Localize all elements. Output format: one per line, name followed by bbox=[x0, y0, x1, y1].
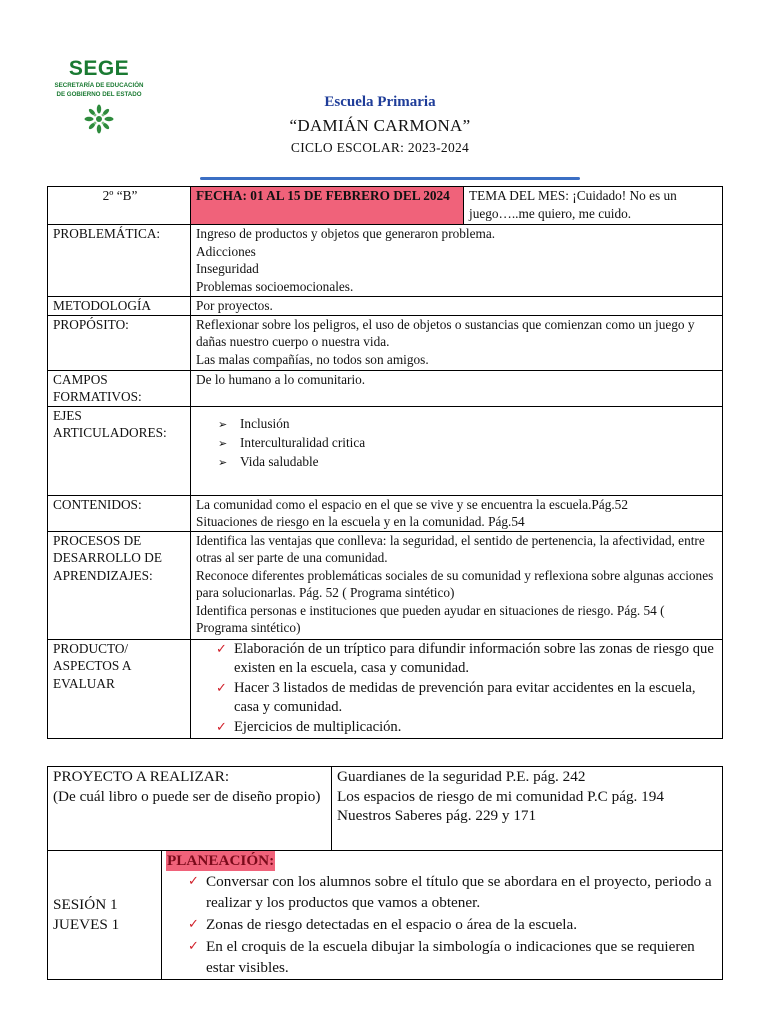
ejes-label-2: ARTICULADORES: bbox=[53, 425, 167, 440]
checkmark-icon: ✓ bbox=[216, 680, 227, 696]
project-books bbox=[332, 767, 723, 851]
procesos-line: Reconoce diferentes problemáticas sociales de su comunidad y reflexiona sobre algunas acciones para solucionarlas. Pág. 52 ( Programa sintético) bbox=[196, 567, 714, 600]
proposito-label: PROPÓSITO: bbox=[48, 315, 191, 370]
grade: 2º “B” bbox=[102, 188, 138, 203]
planning-title: PLANEACIÓN: bbox=[167, 852, 275, 869]
problematica-line: Adicciones bbox=[196, 243, 256, 259]
ejes-label bbox=[48, 406, 191, 495]
list-item bbox=[216, 640, 719, 678]
problematica-line: Inseguridad bbox=[196, 261, 259, 276]
project-label bbox=[48, 767, 332, 851]
producto-label-2: ASPECTOS A bbox=[53, 658, 132, 673]
sege-logo bbox=[44, 58, 154, 134]
book-line: Nuestros Saberes pág. 229 y 171 bbox=[337, 807, 537, 824]
procesos-line: Identifica personas e instituciones que pueden ayudar en situaciones de riesgo. Pág. 54 ( Programa sintético) bbox=[196, 602, 665, 635]
contenidos-label: CONTENIDOS: bbox=[48, 495, 191, 531]
ejes-value bbox=[191, 406, 723, 495]
school-name: “DAMIÁN CARMONA” bbox=[289, 116, 471, 135]
eje-text: Vida saludable bbox=[240, 453, 319, 469]
arrow-bullet-icon: ➢ bbox=[218, 455, 228, 469]
problematica-line: Ingreso de productos y objetos que generaron problema. bbox=[196, 226, 496, 241]
procesos-label-3: APRENDIZAJES: bbox=[53, 567, 153, 583]
project-label-1: PROYECTO A REALIZAR: bbox=[53, 768, 230, 785]
activity-text: Conversar con los alumnos sobre el título que se abordara en el proyecto, periodo a realizar y los productos que vamos a obtener. bbox=[206, 872, 712, 911]
procesos-label bbox=[48, 531, 191, 639]
green-leaf-emblem-icon bbox=[83, 104, 115, 134]
date: FECHA: 01 AL 15 DE FEBRERO DEL 2024 bbox=[196, 188, 450, 203]
activity-text: En el croquis de la escuela dibujar la simbología o indicaciones que se requieren estar visibles. bbox=[206, 937, 695, 976]
checkmark-icon: ✓ bbox=[188, 873, 199, 889]
problematica-label: PROBLEMÁTICA: bbox=[48, 225, 191, 297]
contenidos-value bbox=[191, 495, 723, 531]
producto-text: Ejercicios de multiplicación. bbox=[234, 718, 402, 735]
procesos-label-1: PROCESOS DE bbox=[53, 532, 142, 548]
session-label bbox=[48, 851, 162, 980]
proposito-value bbox=[191, 315, 723, 370]
checkmark-icon: ✓ bbox=[188, 938, 199, 954]
producto-text: Hacer 3 listados de medidas de prevención para evitar accidentes en la escuela, casa y comunidad. bbox=[234, 679, 696, 715]
project-table bbox=[47, 766, 723, 980]
list-item bbox=[188, 871, 719, 913]
campos-label bbox=[48, 370, 191, 406]
contenidos-line: Situaciones de riesgo en la escuela y en la comunidad. Pág.54 bbox=[196, 514, 525, 529]
campos-value: De lo humano a lo comunitario. bbox=[191, 370, 723, 406]
logo-subtitle-2: DE GOBIERNO DEL ESTADO bbox=[56, 91, 142, 98]
producto-label-1: PRODUCTO/ bbox=[53, 640, 129, 656]
metodologia-label: METODOLOGÍA bbox=[48, 297, 191, 316]
arrow-bullet-icon: ➢ bbox=[218, 436, 228, 450]
eje-text: Inclusión bbox=[240, 415, 290, 431]
grade-cell bbox=[48, 187, 191, 225]
session-label-1: SESIÓN 1 bbox=[53, 896, 118, 914]
date-cell bbox=[191, 187, 464, 225]
proposito-line: Reflexionar sobre los peligros, el uso de objetos o sustancias que comienzan como un juego y dañas nuestro cuerpo o nuestra vida. bbox=[196, 316, 695, 349]
problematica-line: Problemas socioemocionales. bbox=[196, 278, 354, 294]
campos-label-2: FORMATIVOS: bbox=[53, 389, 142, 404]
producto-list bbox=[196, 640, 719, 737]
procesos-value bbox=[191, 531, 723, 639]
campos-label-1: CAMPOS bbox=[53, 371, 108, 387]
problematica-value bbox=[191, 225, 723, 297]
theme-cell bbox=[464, 187, 723, 225]
list-item bbox=[218, 453, 719, 472]
logo-subtitle-1: SECRETARÍA DE EDUCACIÓN bbox=[54, 82, 144, 89]
producto-label bbox=[48, 639, 191, 738]
ejes-list bbox=[218, 415, 719, 472]
header-divider bbox=[200, 177, 580, 180]
procesos-line: Identifica las ventajas que conlleva: la seguridad, el sentido de pertenencia, la afectividad, entre otras al ser parte de una comunidad. bbox=[196, 532, 705, 565]
list-item bbox=[188, 936, 719, 978]
logo-brand: SEGE bbox=[68, 57, 130, 80]
proposito-line: Las malas compañías, no todos son amigos. bbox=[196, 351, 429, 367]
checkmark-icon: ✓ bbox=[188, 916, 199, 932]
list-item bbox=[216, 679, 719, 717]
checkmark-icon: ✓ bbox=[216, 641, 227, 657]
ejes-label-1: EJES bbox=[53, 407, 82, 423]
producto-text: Elaboración de un tríptico para difundir información sobre las zonas de riesgo que existen en la escuela, casa y comunidad. bbox=[234, 640, 714, 676]
planning-table bbox=[47, 186, 723, 739]
eje-text: Interculturalidad critica bbox=[240, 434, 366, 450]
list-item bbox=[216, 718, 719, 737]
list-item bbox=[218, 434, 719, 453]
session-plan bbox=[162, 851, 723, 980]
book-line: Guardianes de la seguridad P.E. pág. 242 bbox=[337, 768, 586, 785]
procesos-label-2: DESARROLLO DE bbox=[53, 550, 162, 565]
school-type: Escuela Primaria bbox=[324, 94, 436, 110]
producto-label-3: EVALUAR bbox=[53, 675, 115, 691]
project-label-2: (De cuál libro o puede ser de diseño propio) bbox=[53, 787, 321, 805]
checkmark-icon: ✓ bbox=[216, 719, 227, 735]
activities-list bbox=[166, 871, 719, 978]
arrow-bullet-icon: ➢ bbox=[218, 417, 228, 431]
metodologia-value: Por proyectos. bbox=[191, 297, 723, 316]
book-line: Los espacios de riesgo de mi comunidad P.C pág. 194 bbox=[337, 787, 664, 805]
producto-value bbox=[191, 639, 723, 738]
list-item bbox=[188, 914, 719, 935]
list-item bbox=[218, 415, 719, 434]
contenidos-line: La comunidad como el espacio en el que se vive y se encuentra la escuela.Pág.52 bbox=[196, 496, 628, 512]
school-cycle: CICLO ESCOLAR: 2023-2024 bbox=[290, 140, 470, 155]
activity-text: Zonas de riesgo detectadas en el espacio o área de la escuela. bbox=[206, 915, 578, 933]
session-label-2: JUEVES 1 bbox=[53, 915, 120, 933]
theme: TEMA DEL MES: ¡Cuidado! No es un juego…..me quiero, me cuido. bbox=[469, 188, 677, 221]
